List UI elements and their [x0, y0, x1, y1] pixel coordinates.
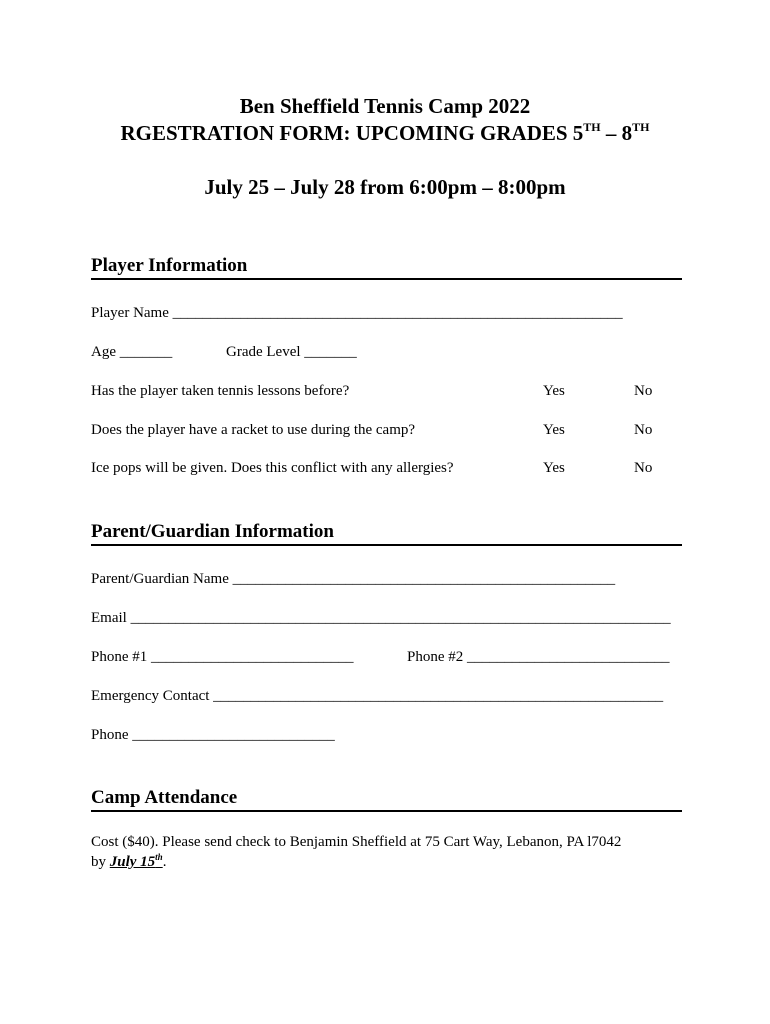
due-date-text: July 15: [109, 854, 156, 870]
grade-dash: – 8: [600, 121, 633, 145]
age-field[interactable]: Age _______: [91, 344, 173, 360]
question-lessons: Has the player taken tennis lessons before?: [91, 383, 350, 399]
camp-dates: July 25 – July 28 from 6:00pm – 8:00pm: [204, 175, 566, 199]
allergies-no-option[interactable]: No: [634, 460, 653, 476]
guardian-name-field[interactable]: Parent/Guardian Name ___________________________________________________: [91, 571, 616, 587]
parent-information-heading: [91, 521, 682, 546]
question-allergies: Ice pops will be given. Does this conflict with any allergies?: [91, 460, 454, 476]
emergency-phone-field[interactable]: Phone ___________________________: [91, 727, 335, 743]
emergency-contact-field[interactable]: Emergency Contact ____________________________________________________________: [91, 688, 664, 704]
section-title: Camp Attendance: [91, 787, 238, 808]
due-date-suffix: th: [155, 852, 163, 862]
grade-to-suffix: TH: [632, 120, 650, 134]
lessons-no-option[interactable]: No: [634, 383, 653, 399]
form-subtitle: [0, 121, 770, 146]
camp-title: Ben Sheffield Tennis Camp 2022: [239, 94, 531, 118]
email-field[interactable]: Email ________________________________________________________________________: [91, 610, 671, 626]
by-text: by: [91, 854, 110, 870]
phone-1-field[interactable]: Phone #1 ___________________________: [91, 649, 354, 665]
player-name-field[interactable]: Player Name ____________________________________________________________: [91, 305, 623, 321]
section-title: Player Information: [91, 255, 248, 276]
question-racket: Does the player have a racket to use during the camp?: [91, 422, 416, 438]
period: .: [162, 854, 167, 870]
racket-yes-option[interactable]: Yes: [543, 422, 565, 438]
player-information-heading: [91, 255, 682, 280]
lessons-yes-option[interactable]: Yes: [543, 383, 565, 399]
subtitle-text: RGESTRATION FORM: UPCOMING GRADES 5: [120, 121, 584, 145]
phone-2-field[interactable]: Phone #2 ___________________________: [407, 649, 670, 665]
racket-no-option[interactable]: No: [634, 422, 653, 438]
due-date: [110, 854, 163, 870]
grade-from-suffix: TH: [583, 120, 601, 134]
cost-text: Cost ($40). Please send check to Benjamin Sheffield at 75 Cart Way, Lebanon, PA l7042: [91, 834, 622, 850]
camp-attendance-heading: [91, 787, 682, 812]
grade-level-field[interactable]: Grade Level _______: [226, 344, 357, 360]
payment-instructions: [91, 832, 691, 872]
allergies-yes-option[interactable]: Yes: [543, 460, 565, 476]
section-title: Parent/Guardian Information: [91, 521, 334, 542]
